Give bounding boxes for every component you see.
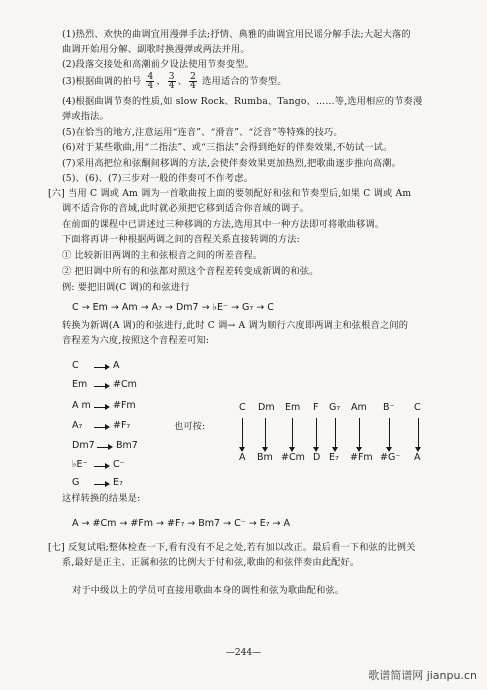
- mapping-to: Bm7: [116, 440, 138, 451]
- mapping-to: #Fm: [113, 400, 136, 411]
- text-line: (1)热烈、欢快的曲调宜用漫弹手法;抒情、典雅的曲调宜用民谣分解手法;大起大落的: [62, 29, 411, 40]
- mapping-from: ♭E⁻: [72, 459, 88, 470]
- separator: 、: [156, 76, 166, 87]
- mapping-from: A₇: [72, 420, 83, 431]
- text-line: ① 比较新旧两调的主和弦根音之间的所差音程。: [62, 250, 263, 261]
- mapping-top: C: [239, 402, 246, 413]
- arrow-icon: [94, 466, 108, 467]
- text-line: 对于中级以上的学员可直接用歌曲本身的调性和弦为歌曲配和弦。: [72, 585, 345, 596]
- mapping-to: E₇: [113, 477, 123, 488]
- mapping-from: G: [72, 477, 80, 488]
- down-arrow-icon: [265, 418, 266, 448]
- mapping-bottom: A: [239, 452, 246, 463]
- down-arrow-icon: [335, 418, 336, 448]
- arrow-icon: [94, 367, 108, 368]
- mapping-top: B⁻: [383, 402, 395, 413]
- text-line: 系,最好是正主、正属和弦的比例大于付和弦,歌曲的和弦伴奏由此配好。: [62, 557, 360, 568]
- text-line: 转换为新调(A 调)的和弦进行,此时 C 调→ A 调为顺行六度即两调主和弦根音之间的: [62, 320, 409, 331]
- arrow-icon: [94, 427, 108, 428]
- down-arrow-icon: [359, 418, 360, 448]
- text-line: 在前面的课程中已讲述过三种移调的方法,选用其中一种方法即可将歌曲移调。: [62, 219, 385, 230]
- mapping-from: A m: [72, 400, 91, 411]
- text-line: 调不适合你的音域,此时就必须把它移到适合你音域的调子。: [62, 203, 310, 214]
- time-signature: $\frac{2}{4}$: [190, 72, 197, 91]
- mapping-top: G₇: [329, 402, 341, 413]
- down-arrow-icon: [242, 418, 243, 448]
- text-line: (6)对于某些歌曲,用“二指法”、或“三指法”会得到绝好的伴奏效果,不妨试一试。: [62, 142, 393, 153]
- mapping-top: Dm: [258, 402, 275, 413]
- down-arrow-icon: [316, 418, 317, 448]
- mapping-bottom: D: [313, 452, 321, 463]
- mapping-to: #F₇: [113, 420, 131, 431]
- text-line: (2)段落交接处和高潮前夕设法使用节奏变型。: [62, 59, 254, 70]
- mapping-bottom: #Fm: [350, 452, 373, 463]
- mapping-from: Dm7: [72, 440, 95, 451]
- mapping-top: Em: [285, 402, 301, 413]
- text-line: 弹或指法。: [62, 111, 109, 122]
- mapping-bottom: Bm: [257, 452, 273, 463]
- text-line: (5)在恰当的地方,注意运用“连音”、“滑音”、“泛音”等特殊的技巧。: [62, 127, 343, 138]
- text-line: ② 把旧调中所有的和弦都对照这个音程差转变成新调的和弦。: [62, 266, 319, 277]
- text-line: 音程差为六度,按照这个音程差可知:: [62, 335, 210, 346]
- text-line: (4)根据曲调节奏的性质,如 slow Rock、Rumba、Tango、……等,选用相应的节奏漫: [62, 96, 423, 107]
- text-line: 下面将再讲一种根据两调之间的音程关系直接转调的方法:: [62, 234, 300, 245]
- arrow-icon: [94, 407, 108, 408]
- also-can-label: 也可按:: [174, 421, 206, 432]
- text-fragment: 选用适合的节奏型。: [202, 76, 287, 87]
- mapping-top: F: [313, 402, 319, 413]
- mapping-to: A: [113, 360, 120, 371]
- mapping-from: Em: [72, 379, 88, 390]
- text-line-time-signatures: [62, 73, 287, 90]
- time-signature: $\frac{3}{4}$: [168, 72, 175, 91]
- text-line: 这样转换的结果是:: [62, 493, 141, 504]
- text-line: (5)、(6)、(7)三步对一般的伴奏可不作考虑。: [62, 173, 254, 184]
- mapping-bottom: E₇: [329, 452, 339, 463]
- mapping-top: C: [414, 402, 421, 413]
- chord-progression-old: C → Em → Am → A₇ → Dm7 → ♭E⁻ → G₇ → C: [72, 302, 274, 313]
- text-line: [七] 反复试唱;整体检查一下,看有没有不足之处,若有加以改正。最后看一下和弦的比例关: [48, 542, 416, 553]
- page-number: —244—: [225, 648, 262, 658]
- text-fragment: (3)根据曲调的拍号: [62, 76, 142, 87]
- mapping-bottom: A: [414, 452, 421, 463]
- arrow-icon: [97, 447, 111, 448]
- separator: 、: [177, 76, 188, 87]
- mapping-bottom: #G⁻: [380, 452, 401, 463]
- text-line: [六] 当用 C 调或 Am 调为一首歌曲按上面的要领配好和弦和节奏型后,如果 C 调或 Am: [48, 188, 412, 199]
- mapping-to: #Cm: [113, 379, 137, 390]
- arrow-icon: [94, 484, 108, 485]
- text-line: 曲调开始用分解、副歌时换漫弹或两法并用。: [62, 44, 250, 55]
- chord-progression-new: A → #Cm → #Fm → #F₇ → Bm7 → C⁻ → E₇ → A: [72, 518, 291, 529]
- mapping-from: C: [72, 360, 79, 371]
- mapping-bottom: #Cm: [281, 452, 305, 463]
- down-arrow-icon: [389, 418, 390, 448]
- down-arrow-icon: [292, 418, 293, 448]
- watermark: 歌谱简谱网 jianpu.cn: [368, 669, 477, 682]
- arrow-icon: [94, 386, 108, 387]
- mapping-to: C⁻: [113, 459, 125, 470]
- down-arrow-icon: [418, 418, 419, 448]
- time-signature: $\frac{4}{4}$: [147, 72, 154, 91]
- text-line: 例: 要把旧调(C 调)的和弦进行: [62, 282, 190, 293]
- text-line: (7)采用高把位和弦酮间移调的方法,会使伴奏效果更加热烈,把歌曲逐步推向高潮。: [62, 158, 402, 169]
- mapping-top: Am: [351, 402, 367, 413]
